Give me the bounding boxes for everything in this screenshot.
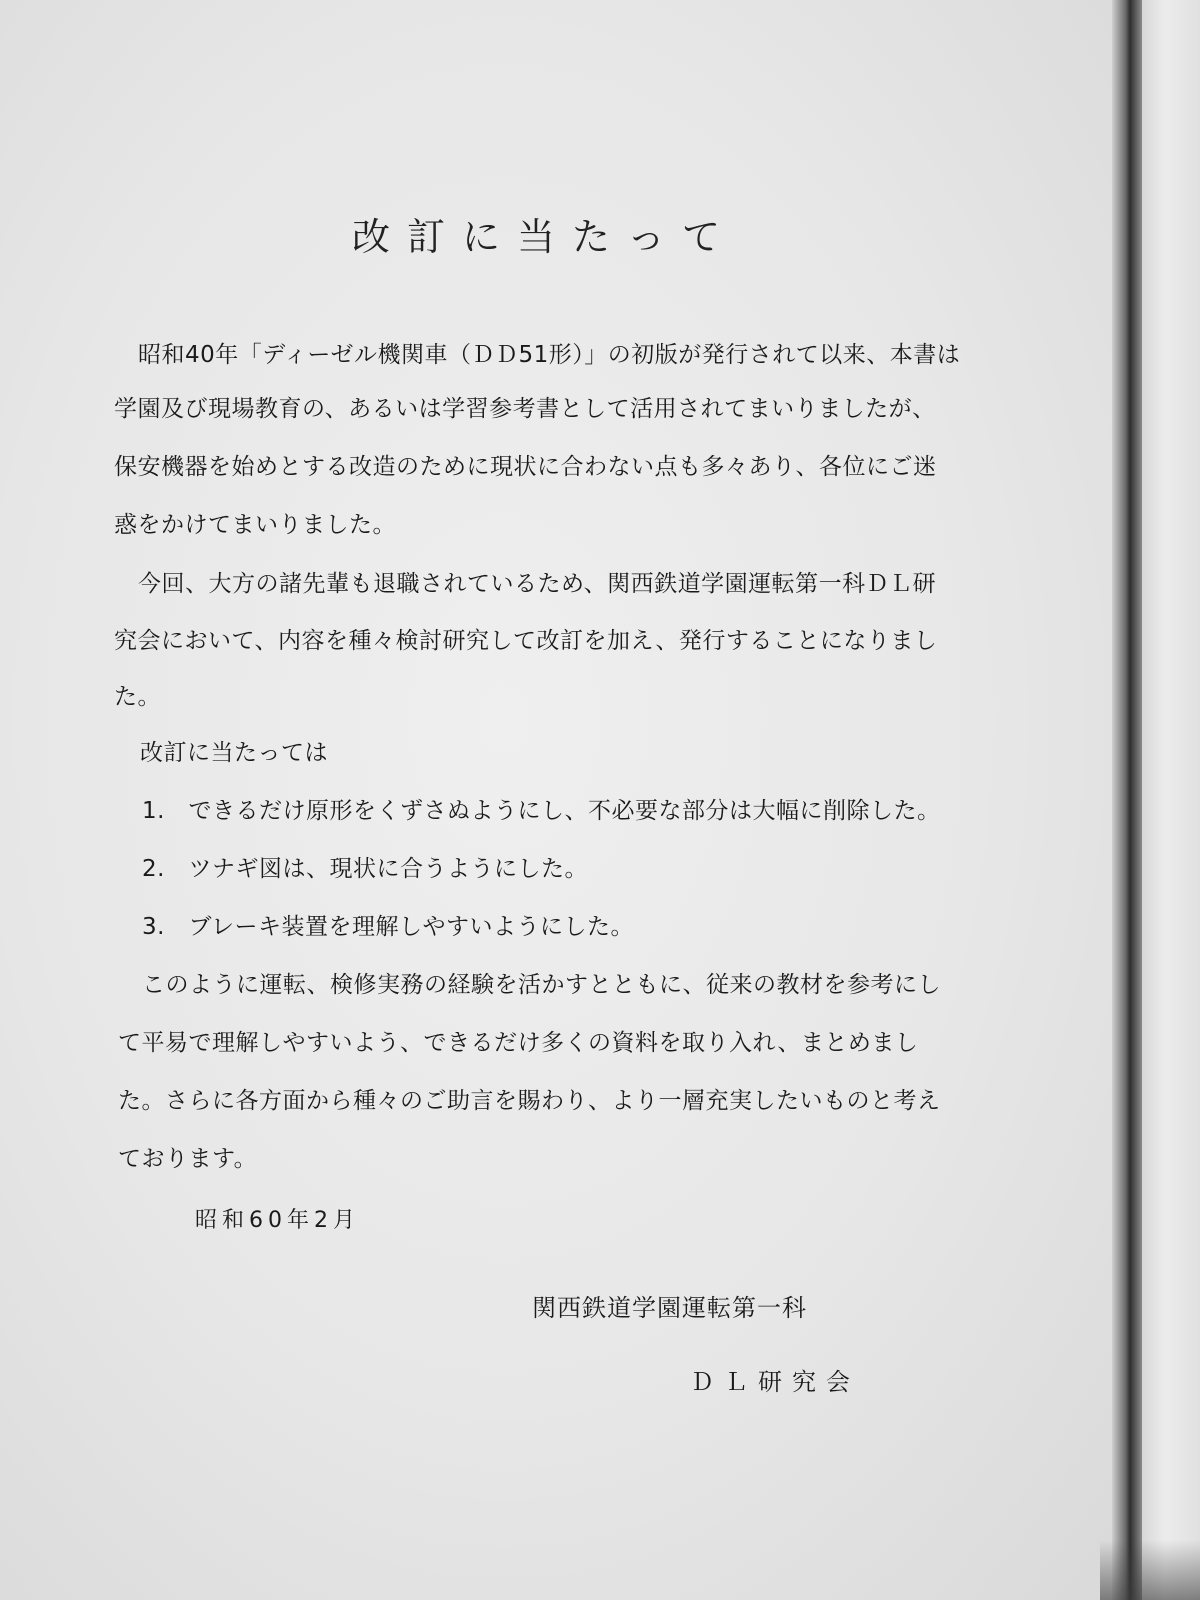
body-line-5: 今回、大方の諸先輩も退職されているため、関西鉄道学園運転第一科ＤＬ研 <box>138 571 937 597</box>
body-line-8: 改訂に当たっては <box>140 740 328 766</box>
list-item-3: 3. ブレーキ装置を理解しやすいようにした。 <box>142 914 635 940</box>
body-line-2: 学園及び現場教育の、あるいは学習参考書として活用されてまいりましたが、 <box>114 396 936 422</box>
publication-date: 昭和60年2月 <box>195 1208 360 1233</box>
signature-group: ＤＬ研究会 <box>690 1368 860 1396</box>
facing-page-edge <box>1142 0 1200 1600</box>
body-line-1: 昭和40年「ディーゼル機関車（ＤＤ51形）」の初版が発行されて以来、本書は <box>138 342 961 368</box>
list-item-2: 2. ツナギ図は、現状に合うようにした。 <box>142 856 588 882</box>
page-title: 改訂に当たって <box>352 215 738 259</box>
body-line-4: 惑をかけてまいりました。 <box>114 512 396 538</box>
body-line-7: た。 <box>114 684 161 710</box>
book-gutter <box>1112 0 1142 1600</box>
list-item-1: 1. できるだけ原形をくずさぬようにし、不必要な部分は大幅に削除した。 <box>142 798 941 824</box>
body-line-3: 保安機器を始めとする改造のために現状に合わない点も多々あり、各位にご迷 <box>114 454 937 480</box>
body-line-13: て平易で理解しやすいよう、できるだけ多くの資料を取り入れ、まとめまし <box>118 1030 919 1056</box>
body-line-6: 究会において、内容を種々検討研究して改訂を加え、発行することになりまし <box>114 628 938 654</box>
signature-organization: 関西鉄道学園運転第一科 <box>532 1294 807 1322</box>
body-line-15: ております。 <box>118 1146 258 1172</box>
body-line-14: た。さらに各方面から種々のご助言を賜わり、より一層充実したいものと考え <box>118 1088 941 1114</box>
book-cover-shadow <box>1100 1540 1200 1600</box>
body-line-12: このように運転、検修実務の経験を活かすとともに、従来の教材を参考にし <box>142 972 941 998</box>
